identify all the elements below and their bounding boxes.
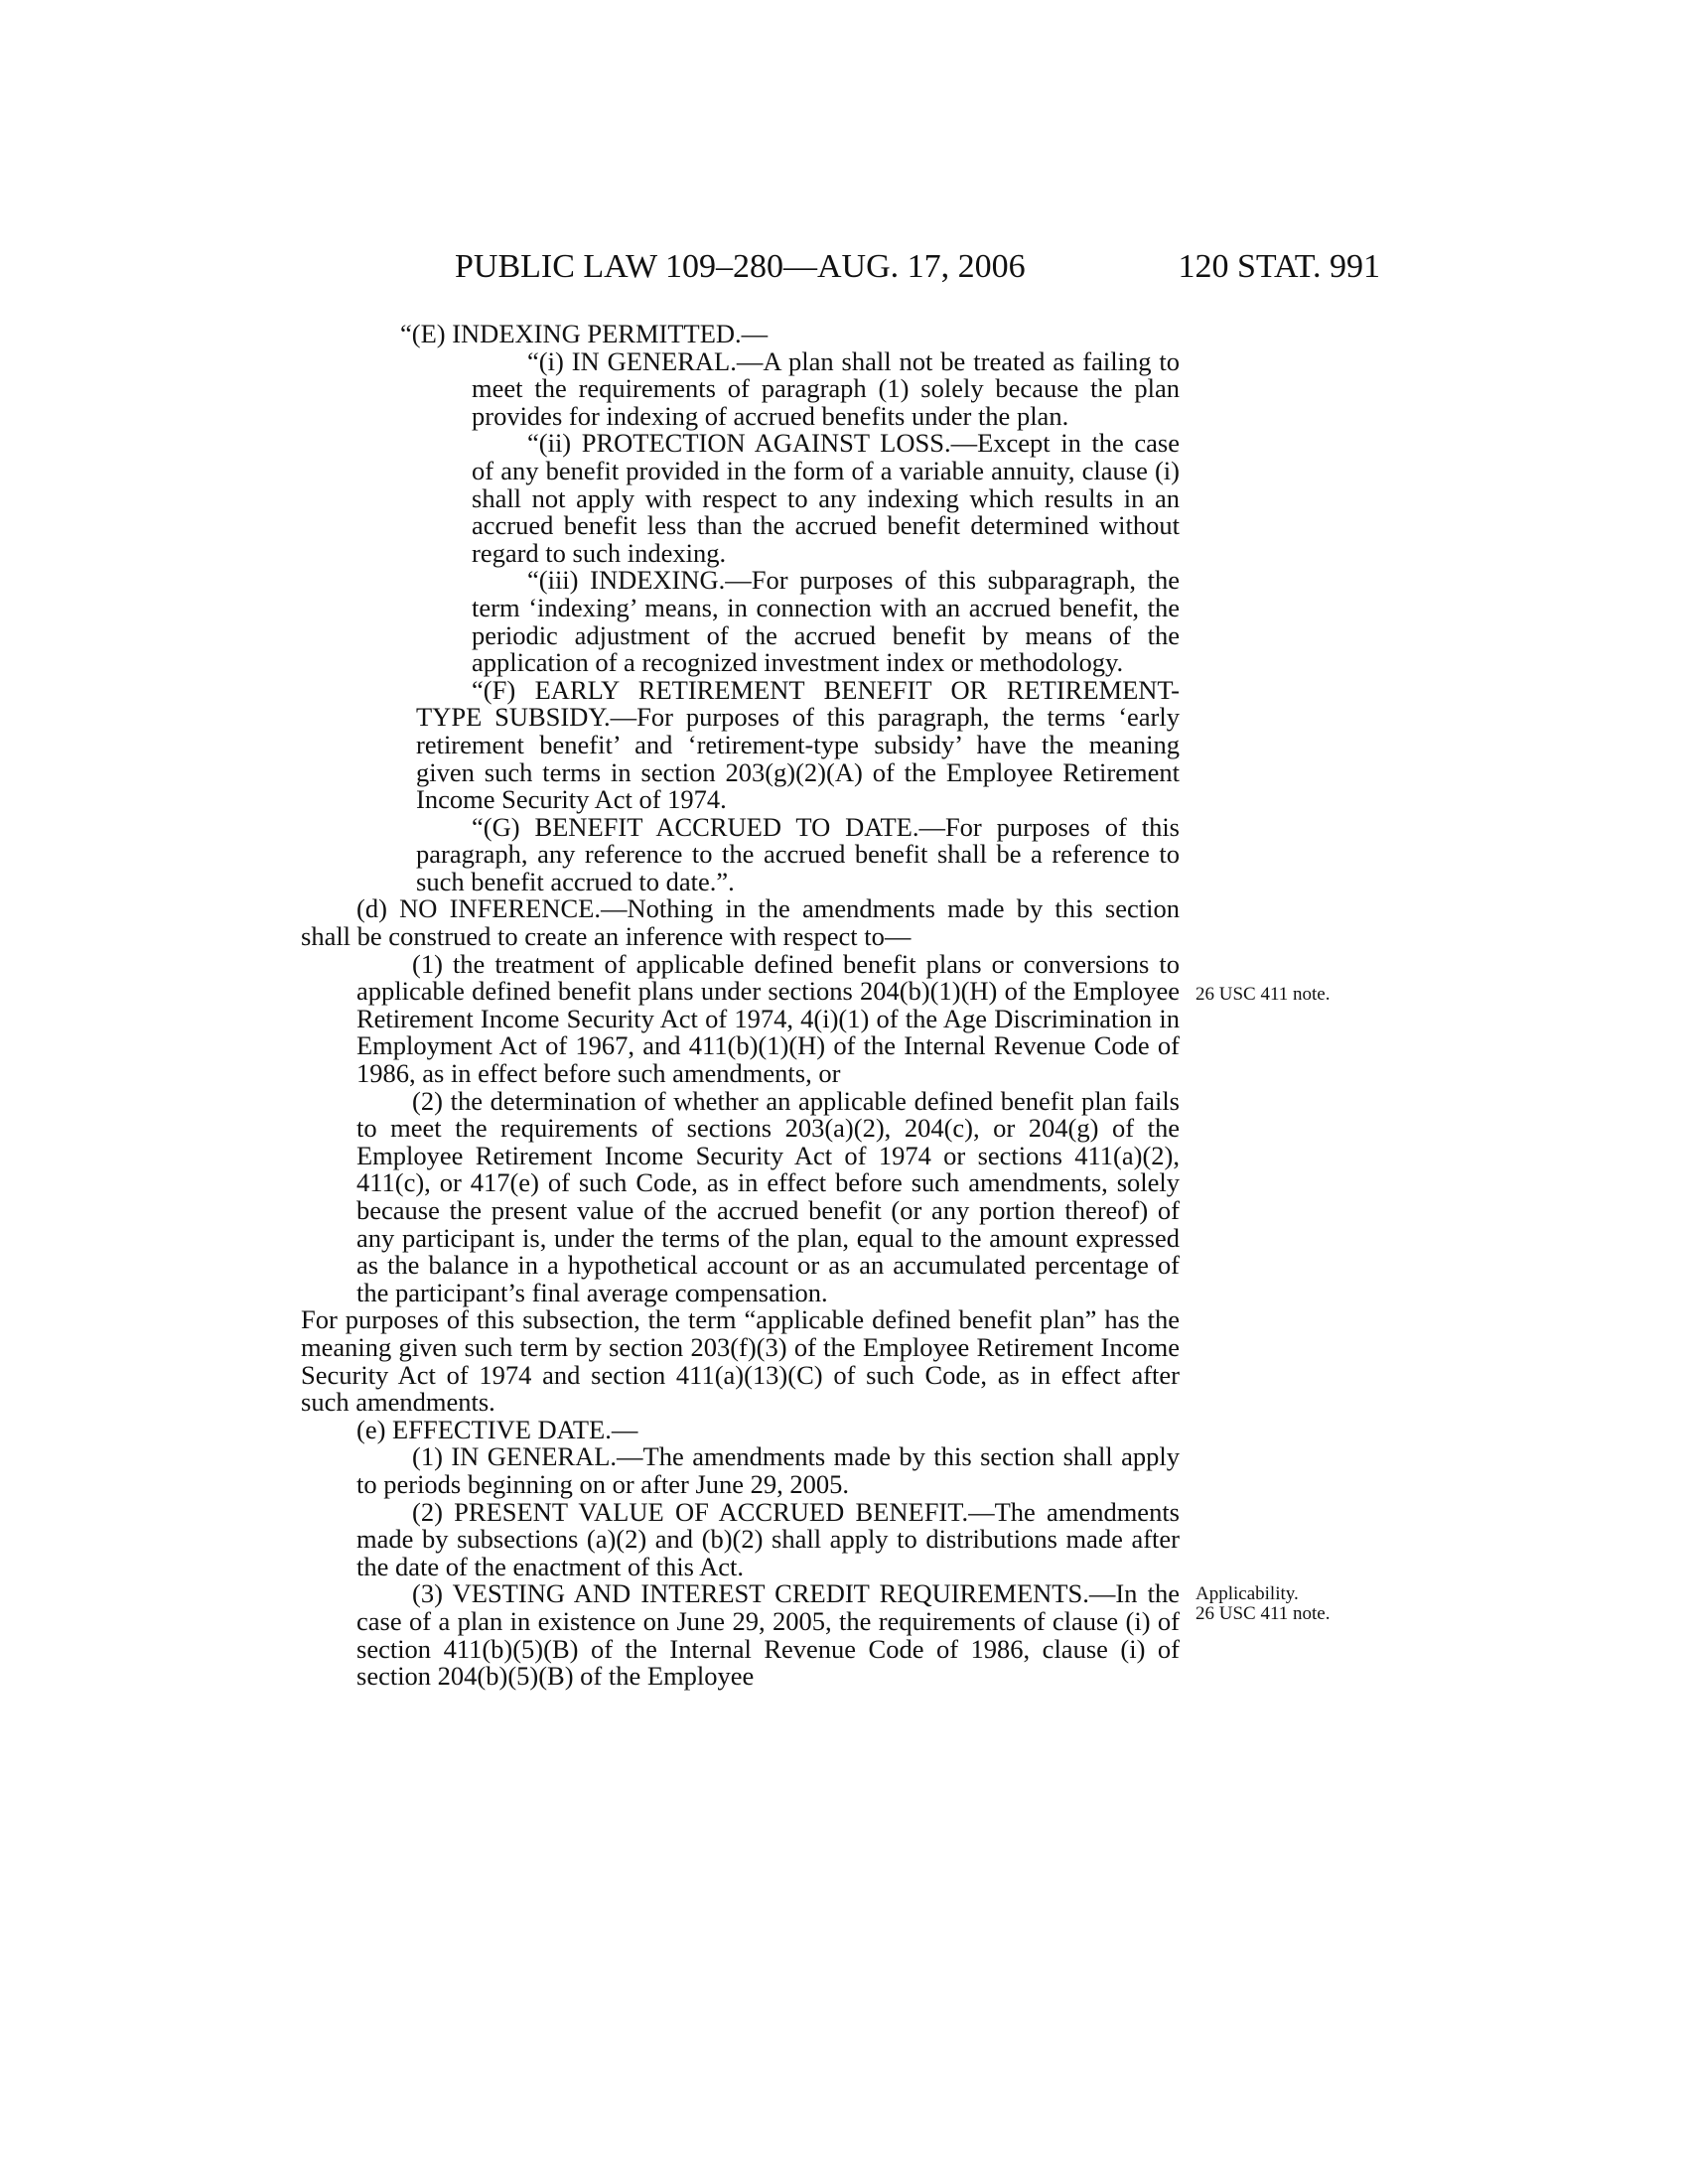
subsection-e-heading: (e) EFFECTIVE DATE.— <box>356 1414 638 1444</box>
subsection-d-closing: For purposes of this subsection, the term “applicable defined benefit plan” has the meaning given such term by section 203(f)(3) of the Employee Retirement Income Security Act of 1974 and section 411(a)(13)(C) of such Code, as in effect after such amendments. <box>301 1304 1180 1418</box>
margin-note-applicability: Applicability. <box>1196 1583 1299 1604</box>
subparagraph-e-heading: “(E) INDEXING PERMITTED.— <box>400 319 769 348</box>
margin-note-d: 26 USC 411 note. <box>1196 984 1331 1005</box>
subsection-e-item-2: (2) PRESENT VALUE OF ACCRUED BENEFIT.—The amendments made by subsections (a)(2) and (b)(2) shall apply to distributions made after the date of the enactment of this Act. <box>356 1496 1180 1581</box>
subsection-d-item-2: (2) the determination of whether an applicable defined benefit plan fails to meet the requirements of sections 203(a)(2), 204(c), or 204(g) of the Employee Retirement Income Security Act of 1974 or sections 411(a)(2), 411(c), or 417(e) of such Code, as in effect before such amendments, solely because the present value of the accrued benefit (or any portion thereof) of any participant is, under the terms of the plan, equal to the amount expressed as the balance in a hypothetical account or as an accumulated percentage of the participant’s final average compensation. <box>356 1085 1180 1307</box>
statute-body <box>301 321 1180 1691</box>
page-header <box>455 248 1380 288</box>
running-head-stat: 120 STAT. 991 <box>1178 248 1380 285</box>
running-head-law: PUBLIC LAW 109–280—AUG. 17, 2006 <box>455 248 1026 285</box>
subsection-e-item-1: (1) IN GENERAL.—The amendments made by this section shall apply to periods beginning on or after June 29, 2005. <box>356 1441 1180 1499</box>
clause-e-ii: “(ii) PROTECTION AGAINST LOSS.—Except in the case of any benefit provided in the form of a variable annuity, clause (i) shall not apply with respect to any indexing which results in an accrued benefit less than the accrued benefit determined without regard to such indexing. <box>472 428 1180 568</box>
subsection-e-item-3: (3) VESTING AND INTEREST CREDIT REQUIREMENTS.—In the case of a plan in existence on June 29, 2005, the requirements of clause (i) of section 411(b)(5)(B) of the Internal Revenue Code of 1986, clause (i) of section 204(b)(5)(B) of the Employee <box>356 1578 1180 1692</box>
subparagraph-f: “(F) EARLY RETIREMENT BENEFIT OR RETIREMENT-TYPE SUBSIDY.—For purposes of this paragraph, the terms ‘early retirement benefit’ and ‘retirement-type subsidy’ have the meaning given such terms in section 203(g)(2)(A) of the Employee Retirement Income Security Act of 1974. <box>416 674 1180 815</box>
clause-e-iii: “(iii) INDEXING.—For purposes of this subparagraph, the term ‘indexing’ means, in connection with an accrued benefit, the periodic adjustment of the accrued benefit by means of the application of a recognized investment index or methodology. <box>472 565 1180 678</box>
clause-e-i: “(i) IN GENERAL.—A plan shall not be treated as failing to meet the requirements of paragraph (1) solely because the plan provides for indexing of accrued benefits under the plan. <box>472 345 1180 431</box>
subsection-d-item-1: (1) the treatment of applicable defined benefit plans or conversions to applicable defined benefit plans under sections 204(b)(1)(H) of the Employee Retirement Income Security Act of 1974, 4(i)(1) of the Age Discrimination in Employment Act of 1967, and 411(b)(1)(H) of the Internal Revenue Code of 1986, as in effect before such amendments, or <box>356 948 1180 1089</box>
subsection-d-heading: (d) NO INFERENCE.—Nothing in the amendments made by this section shall be construed to create an inference with respect to— <box>301 893 1180 952</box>
subparagraph-g: “(G) BENEFIT ACCRUED TO DATE.—For purposes of this paragraph, any reference to the accrued benefit shall be a reference to such benefit accrued to date.”. <box>416 811 1180 896</box>
margin-note-e: 26 USC 411 note. <box>1196 1603 1331 1624</box>
